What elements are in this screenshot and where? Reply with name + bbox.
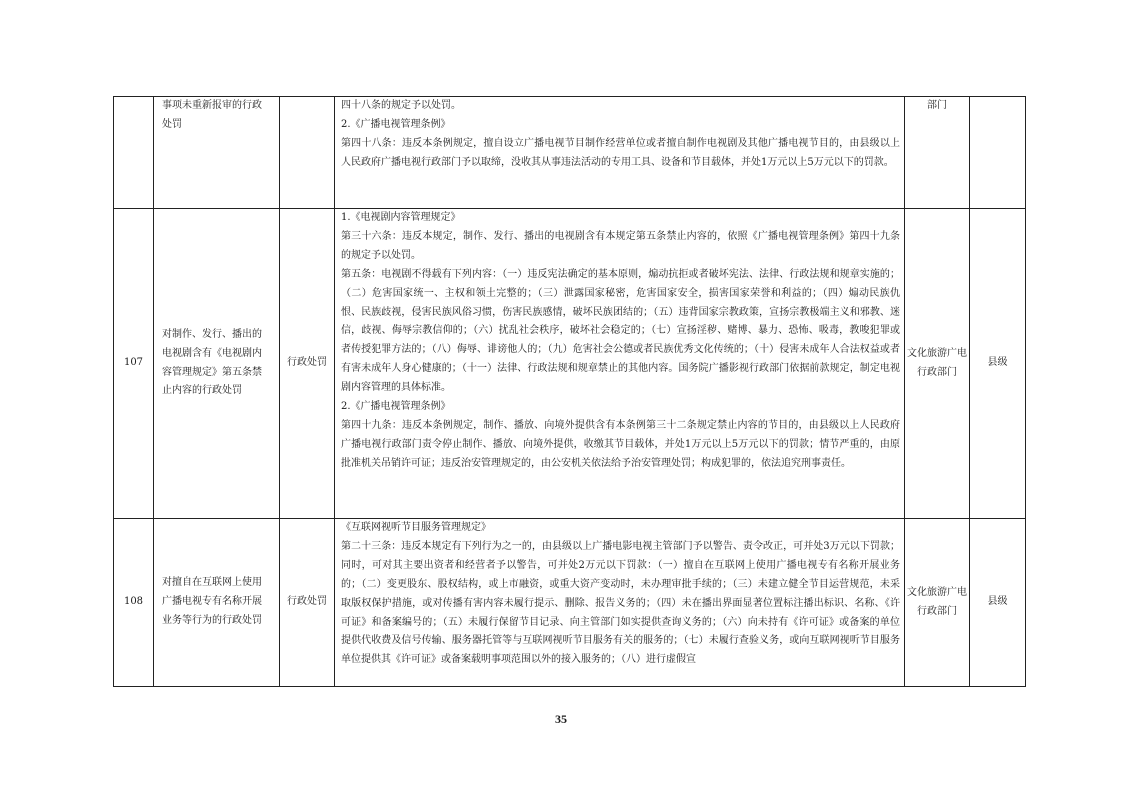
jurisdiction-level: 县级 [970, 519, 1026, 687]
row-number: 108 [114, 519, 154, 687]
administrative-penalty-table [113, 96, 1026, 687]
penalty-item: 对制作、发行、播出的电视剧含有《电视剧内容管理规定》第五条禁止内容的行政处罚 [154, 209, 280, 519]
basis-paragraph: 第四十九条：违反本条例规定，制作、播放、向境外提供含有本条例第三十二条规定禁止内容的节目的，由县级以上人民政府广播电视行政部门责令停止制作、播放、向境外提供，收缴其节目载体，并处1万元以上5万元以下的罚款；情节严重的，由原批准机关吊销许可证；违反治安管理规定的，由公安机关依法给予治安管理处罚；构成犯罪的，依法追究刑事责任。 [341, 419, 900, 469]
jurisdiction-level: 县级 [970, 209, 1026, 519]
legal-basis [335, 209, 905, 519]
penalty-item: 事项未重新报审的行政处罚 [154, 97, 280, 209]
legal-basis [335, 519, 905, 687]
basis-paragraph: 第三十六条：违反本规定，制作、发行、播出的电视剧含有本规定第五条禁止内容的，依照《广播电视管理条例》第四十九条的规定予以处罚。 [341, 230, 900, 261]
basis-paragraph: 《互联网视听节目服务管理规定》 [341, 522, 491, 533]
penalty-item: 对擅自在互联网上使用广播电视专有名称开展业务等行为的行政处罚 [154, 519, 280, 687]
responsible-department: 文化旅游广电行政部门 [905, 519, 970, 687]
jurisdiction-level [970, 97, 1026, 209]
responsible-department: 部门 [905, 97, 970, 209]
legal-basis [335, 97, 905, 209]
basis-paragraph: 第二十三条：违反本规定有下列行为之一的，由县级以上广播电影电视主管部门予以警告、责令改正，可并处3万元以下罚款；同时，可对其主要出资者和经营者予以警告，可并处2万元以下罚款：（一）擅自在互联网上使用广播电视专有名称开展业务的；（二）变更股东、股权结构，或上市融资，或重大资产变动时，未办理审批手续的；（三）未建立健全节目运营规范，未采取版权保护措施，或对传播有害内容未履行提示、删除、报告义务的；（四）未在播出界面显著位置标注播出标识、名称、《许可证》和备案编号的；（五）未履行保留节目记录、向主管部门如实提供查询义务的；（六）向未持有《许可证》或备案的单位提供代收费及信号传输、服务器托管等与互联网视听节目服务有关的服务的；（七）未履行查验义务，或向互联网视听节目服务单位提供其《许可证》或备案载明事项范围以外的接入服务的；（八）进行虚假宣 [341, 540, 900, 666]
basis-paragraph: 第四十八条：违反本条例规定，擅自设立广播电视节目制作经营单位或者擅自制作电视剧及其他广播电视节目的，由县级以上人民政府广播电视行政部门予以取缔，没收其从事违法活动的专用工具、设备和节目载体，并处1万元以上5万元以下的罚款。 [341, 137, 900, 168]
penalty-type: 行政处罚 [280, 519, 335, 687]
table-row [114, 209, 1026, 519]
table-row [114, 97, 1026, 209]
basis-paragraph: 第五条：电视剧不得载有下列内容：（一）违反宪法确定的基本原则，煽动抗拒或者破坏宪法、法律、行政法规和规章实施的；（二）危害国家统一、主权和领土完整的；（三）泄露国家秘密，危害国家安全，损害国家荣誉和利益的；（四）煽动民族仇恨、民族歧视，侵害民族风俗习惯，伤害民族感情，破坏民族团结的；（五）违背国家宗教政策，宣扬宗教极端主义和邪教、迷信，歧视、侮辱宗教信仰的；（六）扰乱社会秩序，破坏社会稳定的；（七）宣扬淫秽、赌博、暴力、恐怖、吸毒，教唆犯罪或者传授犯罪方法的；（八）侮辱、诽谤他人的；（九）危害社会公德或者民族优秀文化传统的；（十）侵害未成年人合法权益或者有害未成年人身心健康的；（十一）法律、行政法规和规章禁止的其他内容。国务院广播影视行政部门依据前款规定，制定电视剧内容管理的具体标准。 [341, 268, 900, 394]
responsible-department: 文化旅游广电行政部门 [905, 209, 970, 519]
basis-paragraph: 四十八条的规定予以处罚。 [341, 100, 461, 111]
row-number: 107 [114, 209, 154, 519]
table-row [114, 519, 1026, 687]
penalty-type: 行政处罚 [280, 209, 335, 519]
page-number: 35 [555, 712, 567, 726]
basis-paragraph: 2.《广播电视管理条例》 [341, 118, 451, 130]
basis-paragraph: 1.《电视剧内容管理规定》 [341, 212, 461, 223]
basis-paragraph: 2.《广播电视管理条例》 [341, 401, 451, 413]
row-number [114, 97, 154, 209]
penalty-type [280, 97, 335, 209]
